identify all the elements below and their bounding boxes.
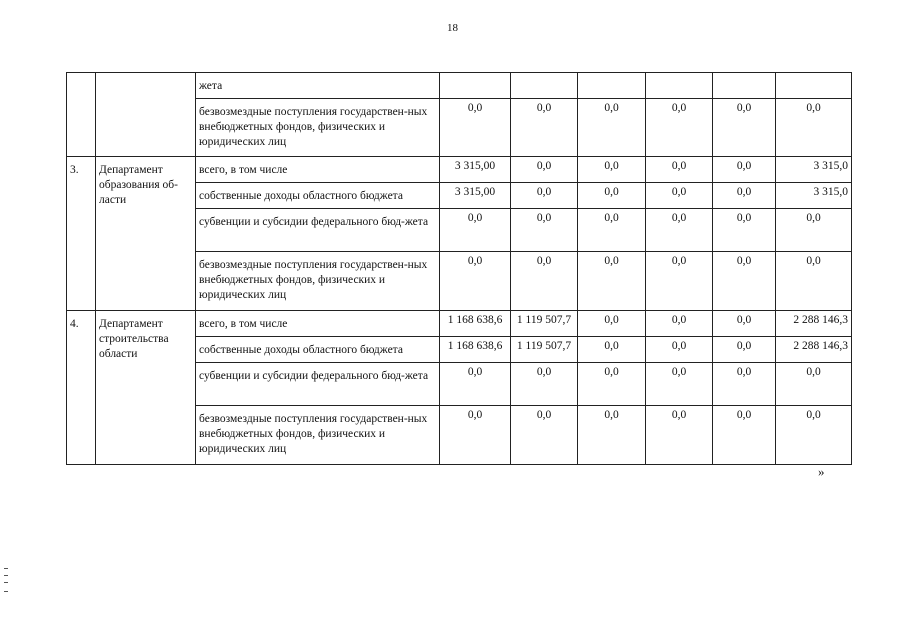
value-cell: 0,0 bbox=[440, 406, 511, 465]
source-label: всего, в том числе bbox=[196, 311, 440, 337]
value-cell: 0,0 bbox=[511, 252, 578, 311]
source-label: субвенции и субсидии федерального бюд-жета bbox=[196, 209, 440, 252]
value-cell bbox=[776, 73, 852, 99]
value-cell: 0,0 bbox=[646, 337, 713, 363]
department-name-cell bbox=[96, 73, 196, 157]
value-cell: 0,0 bbox=[578, 99, 646, 157]
value-cell: 0,0 bbox=[646, 363, 713, 406]
source-label: безвозмездные поступления государствен-ных внебюджетных фондов, физических и юридических лиц bbox=[196, 406, 440, 465]
closing-quote-mark: » bbox=[818, 464, 825, 479]
value-cell: 0,0 bbox=[646, 183, 713, 209]
table-row bbox=[67, 311, 852, 337]
row-number: 4. bbox=[67, 311, 96, 465]
value-cell: 0,0 bbox=[713, 311, 776, 337]
source-label: собственные доходы областного бюджета bbox=[196, 183, 440, 209]
value-cell bbox=[646, 73, 713, 99]
row-number-cell bbox=[67, 73, 96, 157]
value-cell: 0,0 bbox=[440, 209, 511, 252]
value-cell: 1 168 638,6 bbox=[440, 337, 511, 363]
value-cell: 0,0 bbox=[578, 311, 646, 337]
department-name: Департамент образования об-ласти bbox=[96, 157, 196, 311]
value-cell: 0,0 bbox=[511, 363, 578, 406]
table-row bbox=[67, 73, 852, 99]
source-label: собственные доходы областного бюджета bbox=[196, 337, 440, 363]
value-cell: 0,0 bbox=[511, 157, 578, 183]
value-cell: 1 119 507,7 bbox=[511, 311, 578, 337]
value-cell: 1 168 638,6 bbox=[440, 311, 511, 337]
value-cell: 3 315,0 bbox=[776, 183, 852, 209]
value-cell: 2 288 146,3 bbox=[776, 311, 852, 337]
value-cell: 0,0 bbox=[713, 363, 776, 406]
value-cell: 0,0 bbox=[578, 406, 646, 465]
value-cell: 2 288 146,3 bbox=[776, 337, 852, 363]
value-cell: 3 315,00 bbox=[440, 157, 511, 183]
value-cell: 0,0 bbox=[776, 252, 852, 311]
value-cell bbox=[440, 73, 511, 99]
value-cell: 0,0 bbox=[440, 363, 511, 406]
margin-scan-mark bbox=[4, 568, 8, 592]
value-cell: 0,0 bbox=[646, 209, 713, 252]
value-cell: 0,0 bbox=[713, 252, 776, 311]
value-cell: 0,0 bbox=[646, 99, 713, 157]
value-cell: 0,0 bbox=[440, 252, 511, 311]
value-cell: 3 315,0 bbox=[776, 157, 852, 183]
value-cell: 0,0 bbox=[511, 99, 578, 157]
value-cell: 0,0 bbox=[776, 406, 852, 465]
value-cell: 0,0 bbox=[713, 209, 776, 252]
value-cell: 0,0 bbox=[776, 209, 852, 252]
source-label: всего, в том числе bbox=[196, 157, 440, 183]
value-cell: 0,0 bbox=[646, 406, 713, 465]
value-cell: 0,0 bbox=[578, 157, 646, 183]
budget-table bbox=[66, 72, 852, 465]
source-label: субвенции и субсидии федерального бюд-жета bbox=[196, 363, 440, 406]
value-cell bbox=[511, 73, 578, 99]
source-label: безвозмездные поступления государствен-ных внебюджетных фондов, физических и юридических лиц bbox=[196, 99, 440, 157]
value-cell: 0,0 bbox=[713, 157, 776, 183]
value-cell: 0,0 bbox=[776, 99, 852, 157]
value-cell: 0,0 bbox=[440, 99, 511, 157]
value-cell: 0,0 bbox=[646, 252, 713, 311]
value-cell: 0,0 bbox=[776, 363, 852, 406]
value-cell: 1 119 507,7 bbox=[511, 337, 578, 363]
value-cell: 0,0 bbox=[646, 157, 713, 183]
value-cell: 0,0 bbox=[713, 337, 776, 363]
value-cell: 0,0 bbox=[578, 363, 646, 406]
value-cell: 0,0 bbox=[511, 183, 578, 209]
value-cell: 0,0 bbox=[713, 406, 776, 465]
value-cell: 0,0 bbox=[713, 99, 776, 157]
department-name: Департамент строительства области bbox=[96, 311, 196, 465]
value-cell: 0,0 bbox=[646, 311, 713, 337]
row-number: 3. bbox=[67, 157, 96, 311]
value-cell: 0,0 bbox=[713, 183, 776, 209]
value-cell: 0,0 bbox=[511, 406, 578, 465]
value-cell: 3 315,00 bbox=[440, 183, 511, 209]
value-cell: 0,0 bbox=[511, 209, 578, 252]
value-cell bbox=[578, 73, 646, 99]
source-label: безвозмездные поступления государствен-ных внебюджетных фондов, физических и юридических лиц bbox=[196, 252, 440, 311]
value-cell: 0,0 bbox=[578, 183, 646, 209]
page-number: 18 bbox=[447, 22, 458, 34]
value-cell bbox=[713, 73, 776, 99]
source-label: жета bbox=[196, 73, 440, 99]
value-cell: 0,0 bbox=[578, 252, 646, 311]
value-cell: 0,0 bbox=[578, 209, 646, 252]
value-cell: 0,0 bbox=[578, 337, 646, 363]
table-row bbox=[67, 157, 852, 183]
